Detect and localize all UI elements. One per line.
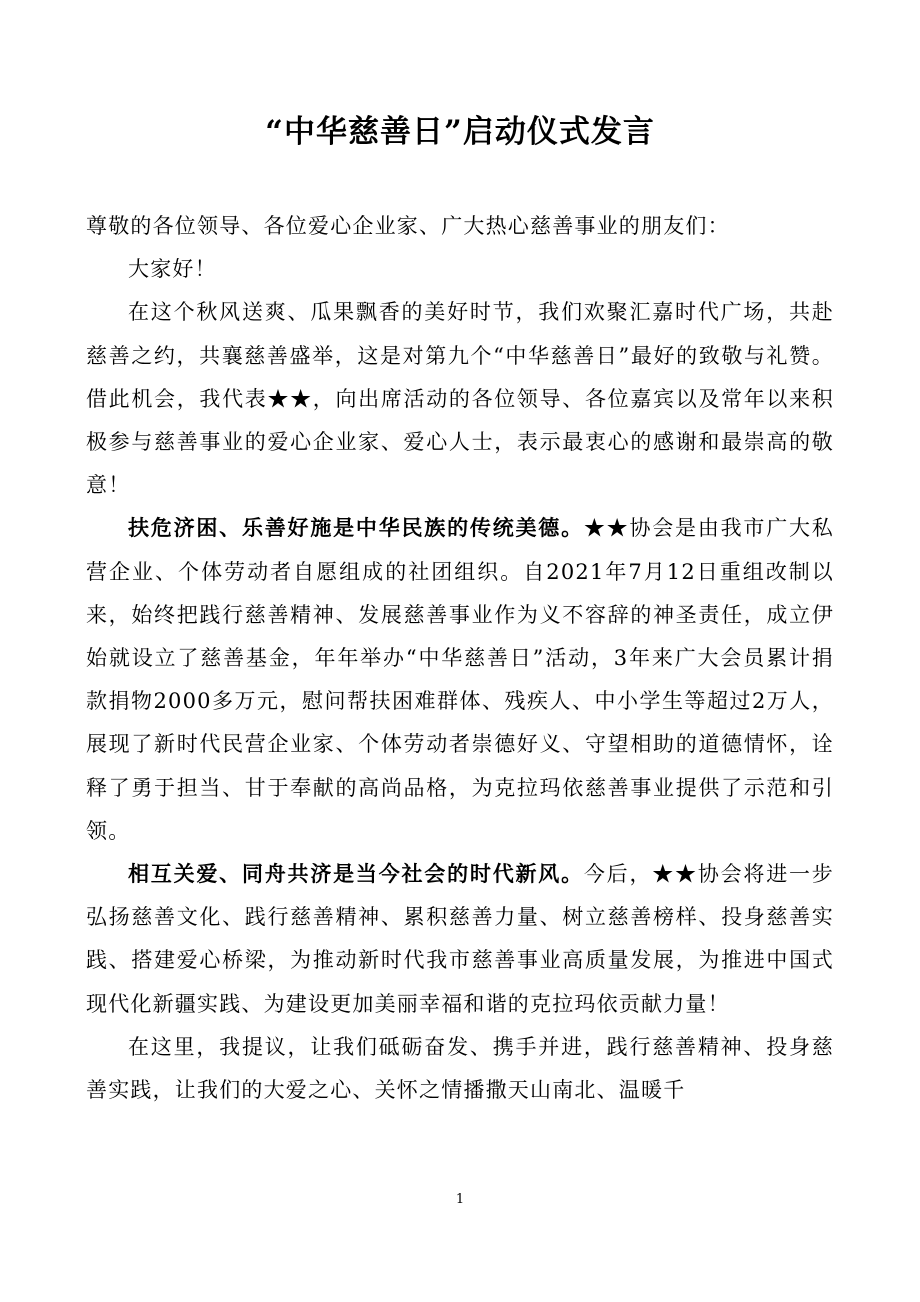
- paragraph-text: 今后，★★协会将进一步弘扬慈善文化、践行慈善精神、累积慈善力量、树立慈善榜样、投身慈善实践、搭建爱心桥梁，为推动新时代我市慈善事业高质量发展，为推进中国式现代化新疆实践、为建设更加美丽幸福和谐的克拉玛依贡献力量！: [86, 862, 835, 1016]
- paragraph-lead-sentence: 扶危济困、乐善好施是中华民族的传统美德。: [128, 516, 584, 541]
- page-number: 1: [455, 1192, 465, 1207]
- paragraph-lead-sentence: 相互关爱、同舟共济是当今社会的时代新风。: [128, 862, 584, 887]
- paragraph-new-era: [86, 853, 834, 1026]
- paragraph-text: 大家好！: [128, 257, 217, 282]
- paragraph-opening: [86, 291, 834, 507]
- paragraph-proposal: [86, 1026, 834, 1112]
- paragraph-text: 在这个秋风送爽、瓜果飘香的美好时节，我们欢聚汇嘉时代广场，共赴慈善之约，共襄慈善盛举，这是对第九个“中华慈善日”最好的致敬与礼赞。借此机会，我代表★★，向出席活动的各位领导、各位嘉宾以及常年以来积极参与慈善事业的爱心企业家、爱心人士，表示最衷心的感谢和最崇高的敬意！: [86, 300, 834, 498]
- salutation: 尊敬的各位领导、各位爱心企业家、广大热心慈善事业的朋友们：: [86, 214, 730, 238]
- document-body: [86, 205, 834, 1112]
- paragraph-text: 在这里，我提议，让我们砥砺奋发、携手并进，践行慈善精神、投身慈善实践，让我们的大爱之心、关怀之情播撒天山南北、温暖千: [86, 1034, 834, 1103]
- document-title: “中华慈善日”启动仪式发言: [265, 114, 655, 150]
- paragraph-greeting: [86, 248, 834, 291]
- paragraph-tradition: [86, 507, 834, 853]
- paragraph-text: ★★协会是由我市广大私营企业、个体劳动者自愿组成的社团组织。自2021年7月12日重组改制以来，始终把践行慈善精神、发展慈善事业作为义不容辞的神圣责任，成立伊始就设立了慈善基金，年年举办“中华慈善日”活动，3年来广大会员累计捐款捐物2000多万元，慰问帮扶困难群体、残疾人、中小学生等超过2万人，展现了新时代民营企业家、个体劳动者崇德好义、守望相助的道德情怀，诠释了勇于担当、甘于奉献的高尚品格，为克拉玛依慈善事业提供了示范和引领。: [86, 516, 835, 843]
